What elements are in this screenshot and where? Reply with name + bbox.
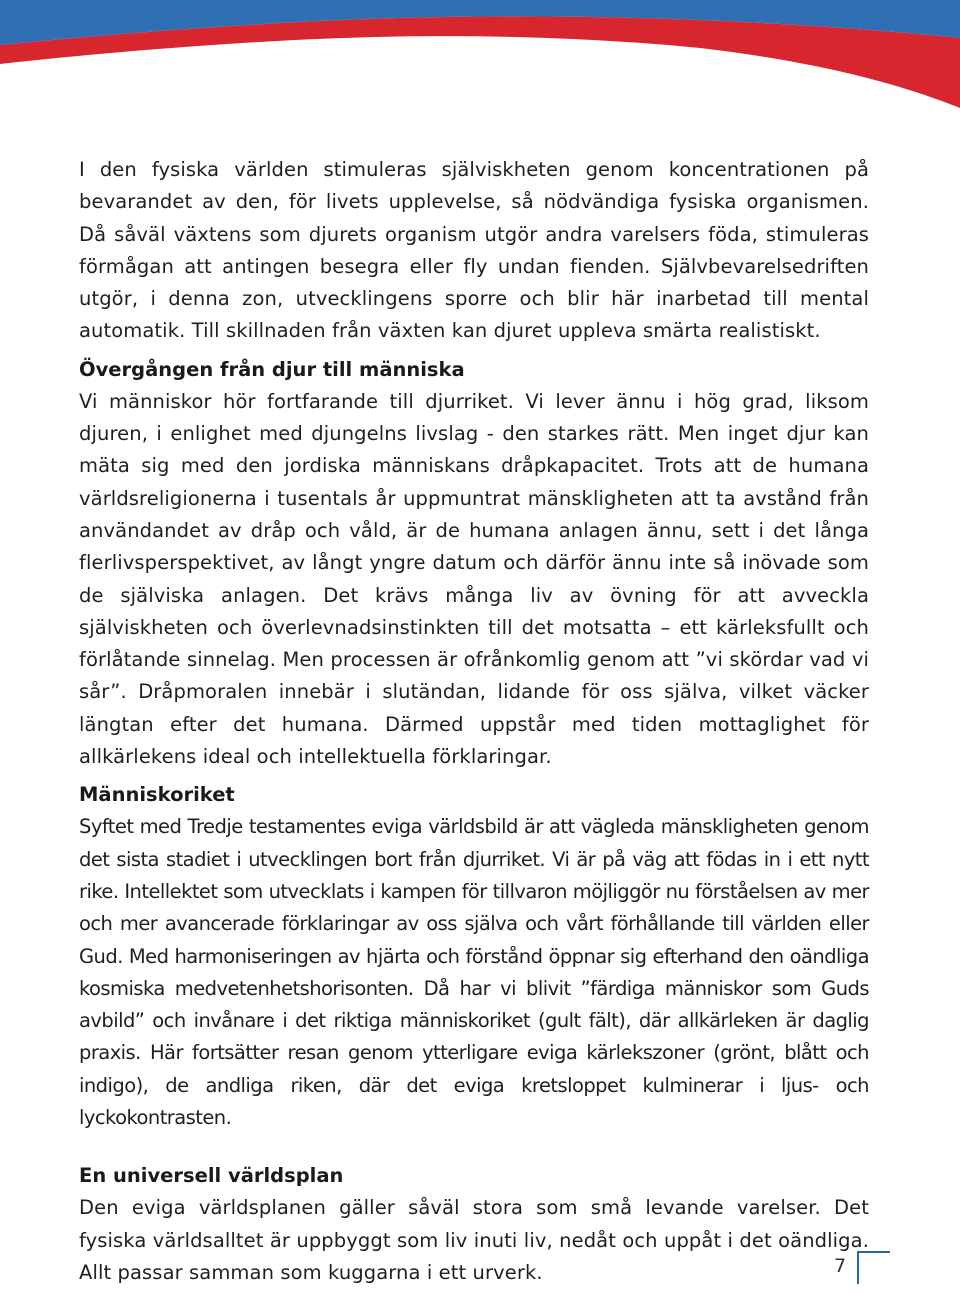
section-heading-transition: Övergången från djur till människa <box>79 357 465 381</box>
section-human-kingdom-paragraph: Syftet med Tredje testamentes eviga världsbild är att vägleda mänskligheten genom det sista stadiet i utvecklingen bort från djurriket. Vi är på väg att födas in i ett nytt rike. Intellektet som utvecklats i kampen för tillvaron möjliggör nu förståelsen av mer och mer avancerade förklaringar av oss själva och vårt förhållande till världen eller Gud. Med harmoniseringen av hjärta och förstånd öppnar sig efterhand den oändliga kosmiska medvetenhetshorisonten. Då har vi blivit ”färdiga människor som Guds avbild” och invånare i det riktiga människoriket (gult fält), där allkärleken är daglig praxis. Här fortsätter resan genom ytterligare eviga kärlekszoner (grönt, blått och indigo), de andliga riken, där det eviga kretsloppet kulminerar i ljus- och lyckokontrasten. <box>79 815 869 1130</box>
section-heading-world-plan: En universell världsplan <box>79 1164 344 1188</box>
section-transition-paragraph: Vi människor hör fortfarande till djurriket. Vi lever ännu i hög grad, liksom djuren, i enlighet med djungelns livslag - den starkes rätt. Men inget djur kan mäta sig med den jordiska människans dråpkapacitet. Trots att de humana världsreligionerna i tusentals år uppmuntrat mänskligheten att ta avstånd från användandet av dråp och våld, är de humana anlagen ännu, sett i det långa flerlivsperspektivet, av långt yngre datum och därför ännu inte så inövade som de själviska anlagen. Det krävs många liv av övning för att avveckla själviskheten och överlevnadsinstinkten till det motsatta – ett kärleksfullt och förlåtande sinnelag. Men processen är ofrånkomlig genom att ”vi skördar vad vi sår”. Dråpmoralen innebär i slutändan, lidande för oss själva, vilket väcker längtan efter det humana. Därmed uppstår med tiden mottaglighet för allkärlekens ideal och intellektuella förklaringar. <box>79 389 869 769</box>
page-number: 7 <box>834 1255 847 1277</box>
section-heading-human-kingdom: Människoriket <box>79 783 235 807</box>
intro-paragraph: I den fysiska världen stimuleras själviskheten genom koncentrationen på bevarandet av den, för livets upplevelse, så nödvändiga fysiska organismen. Då såväl växtens som djurets organism utgör andra varelsers föda, stimuleras förmågan att antingen besegra eller fly undan fienden. Självbevarelsedriften utgör, i denna zon, utvecklingens sporre och blir här inarbetad till mental automatik. Till skillnaden från växten kan djuret uppleva smärta realistiskt. <box>79 158 869 343</box>
section-world-plan-paragraph: Den eviga världsplanen gäller såväl stora som små levande varelser. Det fysiska världsalltet är uppbyggt som liv inuti liv, nedåt och uppåt i det oändliga. Allt passar samman som kuggarna i ett urverk. <box>79 1196 869 1284</box>
header-banner <box>0 0 960 110</box>
corner-bracket-icon <box>856 1250 892 1286</box>
article-body <box>79 154 869 1289</box>
